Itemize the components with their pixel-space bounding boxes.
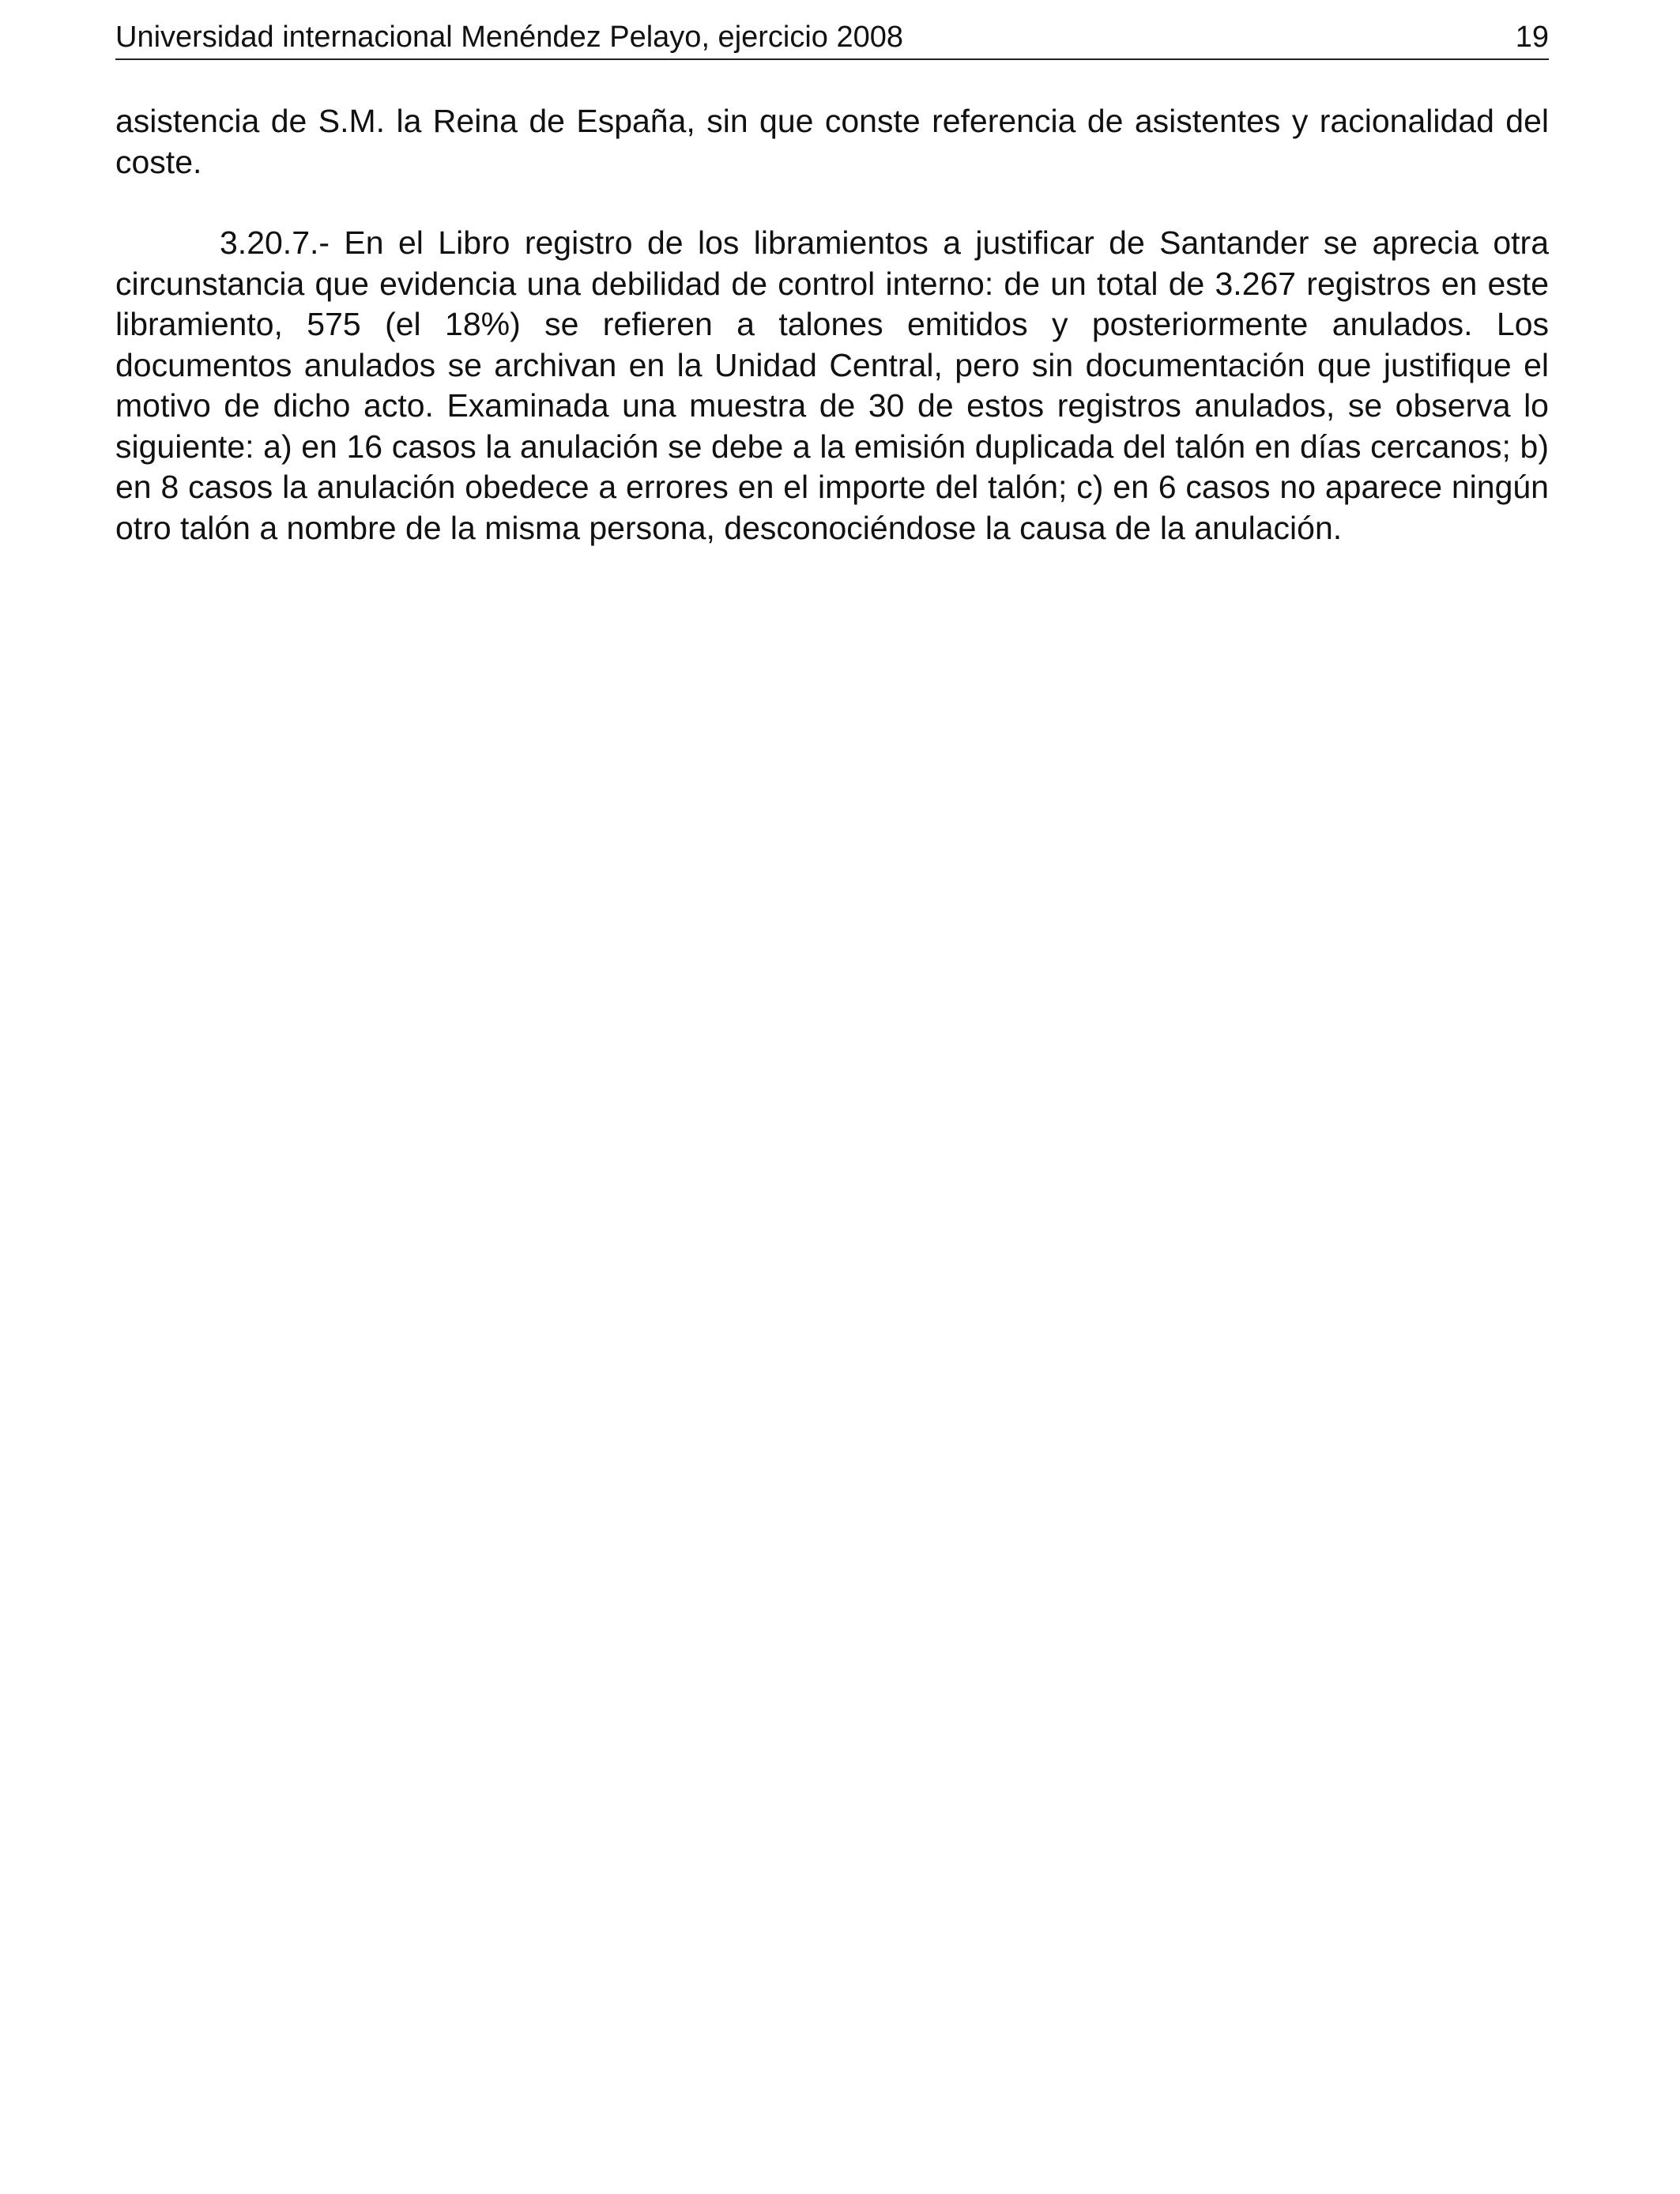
header-rule xyxy=(115,58,1549,60)
paragraph-3-20-7: 3.20.7.- En el Libro registro de los libramientos a justificar de Santander se aprecia otra circunstancia que evidencia una debilidad de control interno: de un total de 3.267 registros en este libramiento, 575 (el 18%) se refieren a talones emitidos y posteriormente anulados. Los documentos anulados se archivan en la Unidad Central, pero sin documentación que justifique el motivo de dicho acto. Examinada una muestra de 30 de estos registros anulados, se observa lo siguiente: a) en 16 casos la anulación se debe a la emisión duplicada del talón en días cercanos; b) en 8 casos la anulación obedece a errores en el importe del talón; c) en 6 casos no aparece ningún otro talón a nombre de la misma persona, desconociéndose la causa de la anulación. xyxy=(115,224,1549,546)
body-text xyxy=(115,101,1549,548)
running-header xyxy=(115,17,1549,57)
paragraph-continuation: asistencia de S.M. la Reina de España, sin que conste referencia de asistentes y racionalidad del coste. xyxy=(115,103,1549,180)
header-title: Universidad internacional Menéndez Pelayo, ejercicio 2008 xyxy=(115,21,904,54)
page-number: 19 xyxy=(1515,21,1549,54)
